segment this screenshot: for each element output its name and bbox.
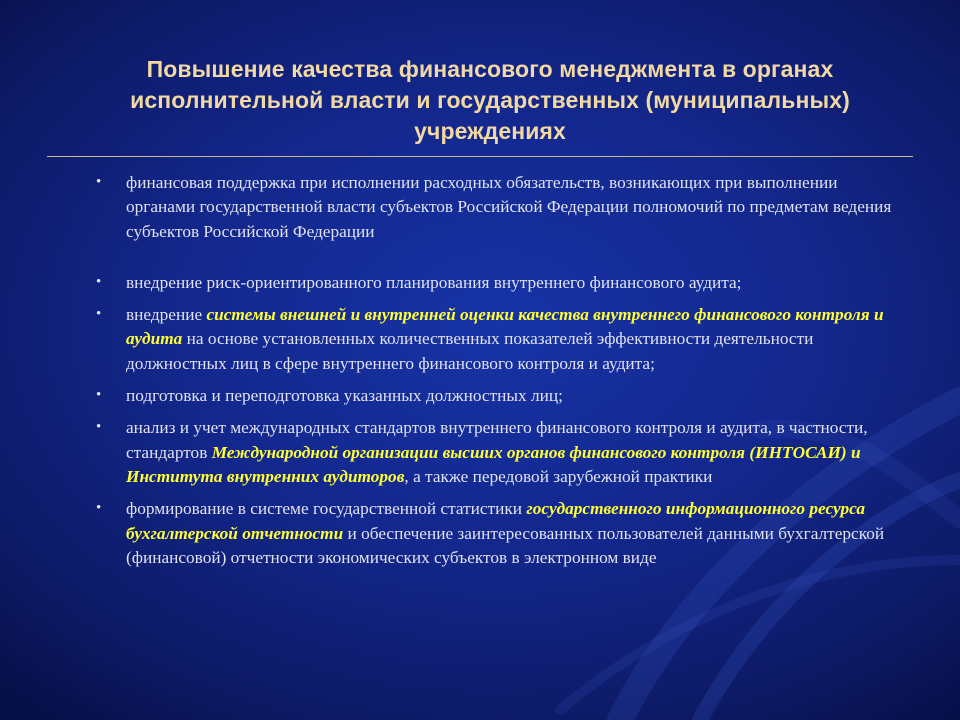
bullet-item <box>92 171 902 244</box>
bullet-item <box>92 497 902 570</box>
bullet-marker: • <box>96 306 102 323</box>
bullet-list <box>92 171 902 578</box>
bullet-marker: • <box>96 419 102 436</box>
highlighted-phrase: системы внешней и внутренней оценки качества внутреннего финансового контроля и аудита <box>126 305 884 349</box>
highlighted-phrase: Международной организации высших органов финансового контроля (ИНТОСАИ) и Института внутренних аудиторов <box>126 442 861 486</box>
bullet-text: , а также передовой зарубежной практики <box>404 466 713 486</box>
bullet-marker: • <box>96 273 102 290</box>
bullet-text: внедрение <box>126 305 207 325</box>
bullet-text: формирование в системе государственной статистики <box>126 499 527 519</box>
bullet-item <box>92 271 902 295</box>
bullet-item <box>92 416 902 489</box>
bullet-text: на основе установленных количественных показателей эффективности деятельности должностных лиц в сфере внутреннего финансового контроля и аудита; <box>126 329 814 373</box>
highlighted-phrase: государственного информационного ресурса бухгалтерской отчетности <box>126 499 865 543</box>
bullet-marker: • <box>96 500 102 517</box>
bullet-text: и обеспечение заинтересованных пользователей данными бухгалтерской (финансовой) отчетности экономических субъектов в электронном виде <box>126 523 885 567</box>
title-divider <box>47 156 913 157</box>
bullet-item <box>92 303 902 376</box>
bullet-marker: • <box>96 174 102 190</box>
bullet-item <box>92 384 902 408</box>
bullet-text: внедрение риск-ориентированного планирования внутреннего финансового аудита; <box>126 272 742 292</box>
slide-title: Повышение качества финансового менеджмента в органах исполнительной власти и государственных (муниципальных) учреждениях <box>130 56 850 144</box>
bullet-text: подготовка и переподготовка указанных должностных лиц; <box>126 386 563 406</box>
bullet-text: анализ и учет международных стандартов внутреннего финансового контроля и аудита, в частности, стандартов <box>126 418 868 462</box>
bullet-marker: • <box>96 387 102 404</box>
bullet-text: финансовая поддержка при исполнении расходных обязательств, возникающих при выполнении органами государственной власти субъектов Российской Федерации полномочий по предметам ведения субъектов Российской Федерации <box>126 173 892 241</box>
